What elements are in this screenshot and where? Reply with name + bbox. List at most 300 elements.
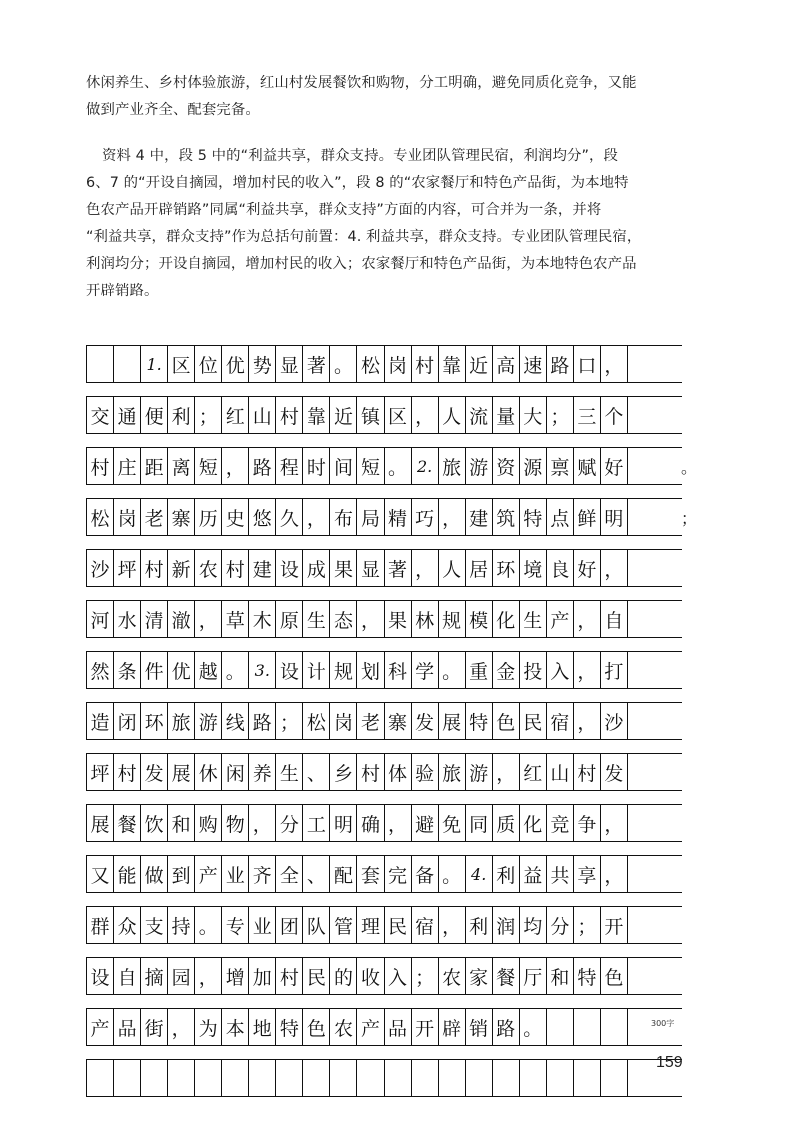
grid-cell: ，	[195, 958, 222, 994]
grid-cell: 成	[303, 550, 330, 586]
grid-cell: 购	[195, 805, 222, 841]
grid-cell: 餐	[114, 805, 141, 841]
grid-cell: 开	[412, 1009, 439, 1045]
grid-cell: 利	[466, 907, 493, 943]
grid-cell	[574, 1060, 601, 1096]
grid-cell: 人	[439, 397, 466, 433]
grid-cell: 的	[330, 958, 357, 994]
grid-cell: ，	[249, 805, 276, 841]
grid-cell: 量	[493, 397, 520, 433]
grid-cell: 历	[195, 499, 222, 535]
grid-cell: 近	[466, 346, 493, 382]
grid-cell: 乡	[330, 754, 357, 790]
grid-cell: 筑	[493, 499, 520, 535]
grid-cell: 农	[195, 550, 222, 586]
grid-cell: 为	[195, 1009, 222, 1045]
grid-cell: 闲	[222, 754, 249, 790]
grid-cell: 果	[385, 601, 412, 637]
grid-cell: 打	[601, 652, 628, 688]
grid-cell: 计	[303, 652, 330, 688]
grid-cell: 避	[412, 805, 439, 841]
grid-cell: 寨	[385, 703, 412, 739]
grid-cell	[222, 1060, 249, 1096]
grid-cell: 庄	[114, 448, 141, 484]
grid-row	[86, 1059, 682, 1097]
grid-cell: 重	[466, 652, 493, 688]
grid-cell	[520, 1060, 547, 1096]
grid-cell	[412, 1060, 439, 1096]
grid-cell: 辟	[439, 1009, 466, 1045]
grid-cell	[466, 1060, 493, 1096]
grid-cell	[547, 1060, 574, 1096]
grid-cell: 原	[276, 601, 303, 637]
grid-cell: 速	[520, 346, 547, 382]
grid-cell: ，	[195, 601, 222, 637]
grid-cell: 好	[574, 550, 601, 586]
grid-cell: ，	[168, 1009, 195, 1045]
grid-cell: ；	[195, 397, 222, 433]
grid-cell: ，	[493, 754, 520, 790]
grid-cell: 红	[222, 397, 249, 433]
grid-cell: 。	[439, 856, 466, 892]
grid-row	[86, 345, 682, 383]
grid-cell: 村	[141, 550, 168, 586]
grid-cell: ，	[574, 703, 601, 739]
grid-cell	[249, 1060, 276, 1096]
grid-cell: 色	[493, 703, 520, 739]
grid-cell: 科	[385, 652, 412, 688]
grid-cell: 线	[222, 703, 249, 739]
answer-grid	[86, 345, 698, 1110]
grid-cell: 建	[249, 550, 276, 586]
grid-cell: 到	[168, 856, 195, 892]
grid-cell: 水	[114, 601, 141, 637]
grid-cell: 设	[87, 958, 114, 994]
grid-cell: 闭	[114, 703, 141, 739]
grid-cell: 特	[276, 1009, 303, 1045]
grid-cell: 精	[385, 499, 412, 535]
grid-cell	[87, 346, 114, 382]
grid-cell	[385, 1060, 412, 1096]
grid-cell: 造	[87, 703, 114, 739]
grid-cell: ，	[412, 397, 439, 433]
grid-cell: 明	[601, 499, 628, 535]
grid-cell: 。	[520, 1009, 547, 1045]
grid-cell: 产	[87, 1009, 114, 1045]
grid-cell: 备	[412, 856, 439, 892]
grid-cell	[574, 1009, 601, 1045]
grid-cell: ，	[574, 601, 601, 637]
grid-cell: 厅	[520, 958, 547, 994]
grid-cell	[141, 1060, 168, 1096]
page-number: 159	[656, 1054, 683, 1071]
grid-cell: 交	[87, 397, 114, 433]
grid-cell: 化	[493, 601, 520, 637]
grid-cell	[303, 1060, 330, 1096]
grid-cell	[114, 346, 141, 382]
grid-cell: 时	[303, 448, 330, 484]
grid-cell: 位	[195, 346, 222, 382]
grid-cell: 争	[574, 805, 601, 841]
grid-cell: 模	[466, 601, 493, 637]
grid-cell: 发	[141, 754, 168, 790]
grid-cell	[195, 1060, 222, 1096]
grid-row	[86, 549, 682, 587]
grid-cell: 境	[520, 550, 547, 586]
grid-cell: 享	[574, 856, 601, 892]
grid-cell: 短	[195, 448, 222, 484]
grid-cell: 生	[303, 601, 330, 637]
grid-cell: 家	[466, 958, 493, 994]
grid-cell: 摘	[141, 958, 168, 994]
grid-cell: 。	[195, 907, 222, 943]
grid-cell: 点	[547, 499, 574, 535]
grid-cell	[114, 1060, 141, 1096]
grid-cell: 个	[601, 397, 628, 433]
grid-cell: 坪	[114, 550, 141, 586]
grid-cell: 游	[195, 703, 222, 739]
grid-cell: 齐	[249, 856, 276, 892]
grid-cell: 开	[601, 907, 628, 943]
paragraph-line: 做到产业齐全、配套完备。	[86, 102, 260, 118]
grid-cell: 局	[357, 499, 384, 535]
grid-cell	[87, 1060, 114, 1096]
grid-cell: 共	[547, 856, 574, 892]
grid-cell: 然	[87, 652, 114, 688]
grid-cell: 沙	[87, 550, 114, 586]
grid-cell: 农	[330, 1009, 357, 1045]
grid-cell: 件	[141, 652, 168, 688]
grid-cell: 民	[303, 958, 330, 994]
grid-cell: 发	[412, 703, 439, 739]
grid-row	[86, 702, 682, 740]
grid-cell: 又	[87, 856, 114, 892]
grid-row	[86, 600, 682, 638]
paragraph-line: 开辟销路。	[86, 283, 159, 299]
grid-cell: 入	[385, 958, 412, 994]
grid-cell: ，	[439, 907, 466, 943]
grid-cell: 口	[574, 346, 601, 382]
grid-cell: 特	[520, 499, 547, 535]
grid-cell: 完	[385, 856, 412, 892]
grid-cell: 收	[357, 958, 384, 994]
grid-cell: 产	[357, 1009, 384, 1045]
grid-cell: 区	[385, 397, 412, 433]
grid-cell: 休	[195, 754, 222, 790]
grid-cell: 木	[249, 601, 276, 637]
grid-cell: 良	[547, 550, 574, 586]
grid-cell: 寨	[168, 499, 195, 535]
grid-cell: 显	[357, 550, 384, 586]
grid-cell: 布	[330, 499, 357, 535]
word-count-label: 300字	[651, 1019, 675, 1028]
grid-cell: 游	[466, 754, 493, 790]
grid-cell: 自	[114, 958, 141, 994]
grid-row	[86, 906, 682, 944]
grid-cell: 养	[249, 754, 276, 790]
grid-cell: 体	[385, 754, 412, 790]
grid-cell: 靠	[439, 346, 466, 382]
grid-cell: 众	[114, 907, 141, 943]
grid-cell: 村	[276, 397, 303, 433]
grid-cell: 禀	[547, 448, 574, 484]
grid-cell: 旅	[168, 703, 195, 739]
grid-cell: 环	[493, 550, 520, 586]
grid-cell: 松	[303, 703, 330, 739]
grid-overflow-char: ；	[681, 508, 698, 528]
grid-cell: 园	[168, 958, 195, 994]
grid-cell: 验	[412, 754, 439, 790]
grid-cell: 团	[276, 907, 303, 943]
grid-row	[86, 1008, 682, 1046]
grid-cell: 学	[412, 652, 439, 688]
grid-cell: 游	[466, 448, 493, 484]
grid-cell: 明	[330, 805, 357, 841]
grid-cell: 三	[574, 397, 601, 433]
grid-cell: 1.	[141, 346, 168, 382]
grid-cell: 发	[601, 754, 628, 790]
grid-cell: 3.	[249, 652, 276, 688]
grid-cell: 间	[330, 448, 357, 484]
grid-cell: 特	[574, 958, 601, 994]
grid-cell: ；	[412, 958, 439, 994]
grid-cell: 分	[547, 907, 574, 943]
grid-cell: 澈	[168, 601, 195, 637]
grid-cell: 益	[520, 856, 547, 892]
grid-cell: 越	[195, 652, 222, 688]
grid-cell: 均	[520, 907, 547, 943]
grid-cell: 巧	[412, 499, 439, 535]
grid-cell	[601, 1060, 628, 1096]
grid-cell: ；	[574, 907, 601, 943]
grid-cell: ，	[601, 550, 628, 586]
grid-cell: 路	[249, 448, 276, 484]
grid-cell: ，	[412, 550, 439, 586]
grid-cell: 生	[520, 601, 547, 637]
grid-cell: 地	[249, 1009, 276, 1045]
grid-cell: 赋	[574, 448, 601, 484]
grid-cell: 街	[141, 1009, 168, 1045]
grid-cell: 做	[141, 856, 168, 892]
grid-cell: 和	[168, 805, 195, 841]
grid-cell: 。	[330, 346, 357, 382]
grid-cell: ，	[385, 805, 412, 841]
grid-cell: 竞	[547, 805, 574, 841]
grid-cell: 著	[385, 550, 412, 586]
grid-cell: 品	[114, 1009, 141, 1045]
grid-cell: 色	[303, 1009, 330, 1045]
grid-row	[86, 651, 682, 689]
grid-cell: 优	[168, 652, 195, 688]
grid-cell: ，	[303, 499, 330, 535]
grid-cell: 优	[222, 346, 249, 382]
grid-cell: 好	[601, 448, 628, 484]
grid-cell	[493, 1060, 520, 1096]
grid-cell: 松	[87, 499, 114, 535]
paragraph-line: 6、7 的“开设自摘园，增加村民的收入”，段 8 的“农家餐厅和特色产品街，为本地特	[86, 175, 629, 191]
grid-cell: 旅	[439, 448, 466, 484]
grid-cell: 环	[141, 703, 168, 739]
grid-cell: 农	[439, 958, 466, 994]
grid-cell: 源	[520, 448, 547, 484]
grid-cell: 岗	[385, 346, 412, 382]
grid-cell: 理	[357, 907, 384, 943]
grid-row	[86, 396, 682, 434]
grid-cell: ，	[601, 346, 628, 382]
grid-cell: 村	[87, 448, 114, 484]
grid-cell: 物	[222, 805, 249, 841]
grid-cell: 队	[303, 907, 330, 943]
grid-cell: 松	[357, 346, 384, 382]
grid-cell: 村	[412, 346, 439, 382]
grid-cell: 路	[493, 1009, 520, 1045]
grid-cell: 新	[168, 550, 195, 586]
grid-cell: 饮	[141, 805, 168, 841]
grid-cell: 利	[168, 397, 195, 433]
grid-cell: 红	[520, 754, 547, 790]
grid-cell: 程	[276, 448, 303, 484]
grid-cell: 区	[168, 346, 195, 382]
grid-cell: 展	[439, 703, 466, 739]
grid-cell: 群	[87, 907, 114, 943]
grid-cell: 全	[276, 856, 303, 892]
grid-cell: 显	[276, 346, 303, 382]
paragraph-line: 色农产品开辟销路”同属“利益共享，群众支持”方面的内容，可合并为一条，并将	[86, 202, 602, 218]
grid-cell: 近	[330, 397, 357, 433]
grid-cell: 管	[330, 907, 357, 943]
grid-cell: 增	[222, 958, 249, 994]
grid-cell: 短	[357, 448, 384, 484]
grid-cell: 工	[303, 805, 330, 841]
grid-cell: 持	[168, 907, 195, 943]
grid-cell: 离	[168, 448, 195, 484]
grid-cell: 4.	[466, 856, 493, 892]
grid-cell: 资	[493, 448, 520, 484]
grid-cell: 路	[249, 703, 276, 739]
grid-cell: 大	[520, 397, 547, 433]
grid-cell: 势	[249, 346, 276, 382]
grid-row	[86, 498, 698, 536]
grid-cell: 设	[276, 550, 303, 586]
grid-cell: 分	[276, 805, 303, 841]
grid-cell	[276, 1060, 303, 1096]
grid-cell: 态	[330, 601, 357, 637]
grid-cell: 宿	[547, 703, 574, 739]
grid-cell: 规	[439, 601, 466, 637]
grid-cell: 河	[87, 601, 114, 637]
grid-cell: 通	[114, 397, 141, 433]
grid-cell: 规	[330, 652, 357, 688]
grid-cell: 确	[357, 805, 384, 841]
grid-cell: 久	[276, 499, 303, 535]
grid-cell: 设	[276, 652, 303, 688]
grid-cell: ，	[601, 856, 628, 892]
grid-row	[86, 447, 698, 485]
grid-row	[86, 804, 682, 842]
grid-cell: 村	[357, 754, 384, 790]
grid-cell: ，	[222, 448, 249, 484]
grid-cell	[547, 1009, 574, 1045]
grid-cell	[439, 1060, 466, 1096]
grid-cell: ，	[574, 652, 601, 688]
grid-cell: 销	[466, 1009, 493, 1045]
grid-cell: 化	[520, 805, 547, 841]
grid-row	[86, 957, 682, 995]
grid-overflow-char: 。	[681, 457, 698, 477]
grid-cell: 、	[303, 754, 330, 790]
grid-cell: 岗	[114, 499, 141, 535]
grid-cell: 村	[574, 754, 601, 790]
grid-cell: 村	[276, 958, 303, 994]
grid-cell: 2.	[412, 448, 439, 484]
grid-cell: 划	[357, 652, 384, 688]
grid-cell: 靠	[303, 397, 330, 433]
grid-cell: 。	[439, 652, 466, 688]
grid-cell: 果	[330, 550, 357, 586]
grid-cell: 林	[412, 601, 439, 637]
grid-cell: 特	[466, 703, 493, 739]
grid-cell: 质	[493, 805, 520, 841]
grid-cell	[601, 1009, 628, 1045]
grid-cell: 山	[249, 397, 276, 433]
grid-cell: 村	[222, 550, 249, 586]
grid-cell: 本	[222, 1009, 249, 1045]
grid-cell: 展	[168, 754, 195, 790]
paragraph-line: 资料 4 中，段 5 中的“利益共享，群众支持。专业团队管理民宿，利润均分”，段	[102, 148, 619, 164]
grid-cell: 居	[466, 550, 493, 586]
grid-cell: 产	[195, 856, 222, 892]
grid-cell: 和	[547, 958, 574, 994]
grid-cell: 宿	[412, 907, 439, 943]
grid-cell: ，	[439, 499, 466, 535]
grid-cell: 村	[114, 754, 141, 790]
grid-cell: 沙	[601, 703, 628, 739]
grid-cell: 悠	[249, 499, 276, 535]
grid-row	[86, 855, 682, 893]
grid-cell: 加	[249, 958, 276, 994]
grid-cell: ，	[601, 805, 628, 841]
grid-cell: 业	[222, 856, 249, 892]
grid-cell: 展	[87, 805, 114, 841]
grid-cell: 润	[493, 907, 520, 943]
grid-cell: 、	[303, 856, 330, 892]
grid-cell: 旅	[439, 754, 466, 790]
grid-cell: 高	[493, 346, 520, 382]
paragraph-analysis	[86, 143, 696, 305]
grid-cell: ，	[357, 601, 384, 637]
grid-cell: 坪	[87, 754, 114, 790]
grid-cell: 民	[520, 703, 547, 739]
grid-cell: 。	[222, 652, 249, 688]
grid-cell: 镇	[357, 397, 384, 433]
grid-cell: 同	[466, 805, 493, 841]
grid-cell: 生	[276, 754, 303, 790]
grid-cell: 套	[357, 856, 384, 892]
grid-cell: 路	[547, 346, 574, 382]
grid-cell	[168, 1060, 195, 1096]
grid-cell: 便	[141, 397, 168, 433]
grid-cell	[357, 1060, 384, 1096]
grid-cell: 民	[385, 907, 412, 943]
paragraph-continuation	[86, 70, 696, 124]
grid-cell: 草	[222, 601, 249, 637]
grid-cell: 史	[222, 499, 249, 535]
grid-cell: 品	[385, 1009, 412, 1045]
grid-cell: 业	[249, 907, 276, 943]
grid-cell: 条	[114, 652, 141, 688]
grid-cell: 建	[466, 499, 493, 535]
grid-cell: 产	[547, 601, 574, 637]
